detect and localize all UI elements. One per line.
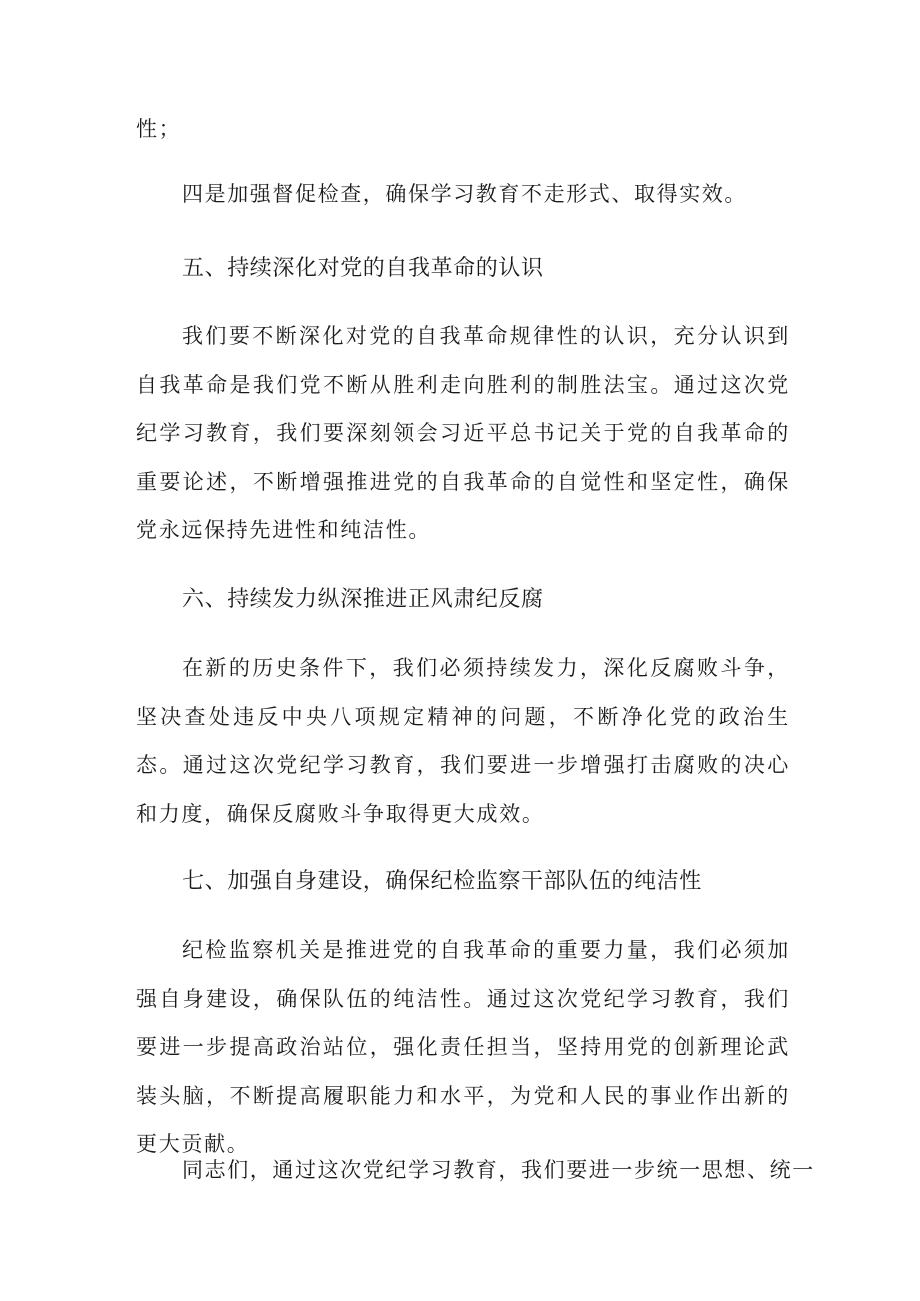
section-body-six: 在新的历史条件下，我们必须持续发力，深化反腐败斗争，坚决查处违反中央八项规定精神的问题，不断净化党的政治生态。通过这次党纪学习教育，我们要进一步增强打击腐败的决心和力度，确保反腐败斗争取得更大成效。 bbox=[136, 656, 790, 826]
section-body-five: 我们要不断深化对党的自我革命规律性的认识，充分认识到自我革命是我们党不断从胜利走向胜利的制胜法宝。通过这次党纪学习教育，我们要深刻领会习近平总书记关于党的自我革命的重要论述，不断增强推进党的自我革命的自觉性和坚定性，确保党永远保持先进性和纯洁性。 bbox=[136, 324, 790, 542]
continuation-line: 性； bbox=[136, 117, 182, 141]
section-body-seven: 纪检监察机关是推进党的自我革命的重要力量，我们必须加强自身建设，确保队伍的纯洁性。通过这次党纪学习教育，我们要进一步提高政治站位，强化责任担当，坚持用党的创新理论武装头脑，不断提高履职能力和水平，为党和人民的事业作出新的更大贡献。 bbox=[136, 938, 790, 1156]
item-four-paragraph: 四是加强督促检查，确保学习教育不走形式、取得实效。 bbox=[182, 182, 747, 206]
section-heading-six: 六、持续发力纵深推进正风肃纪反腐 bbox=[182, 587, 544, 612]
section-heading-five: 五、持续深化对党的自我革命的认识 bbox=[182, 256, 544, 281]
closing-paragraph: 同志们，通过这次党纪学习教育，我们要进一步统一思想、统一 bbox=[182, 1158, 815, 1182]
section-heading-seven: 七、加强自身建设，确保纪检监察干部队伍的纯洁性 bbox=[182, 869, 702, 894]
